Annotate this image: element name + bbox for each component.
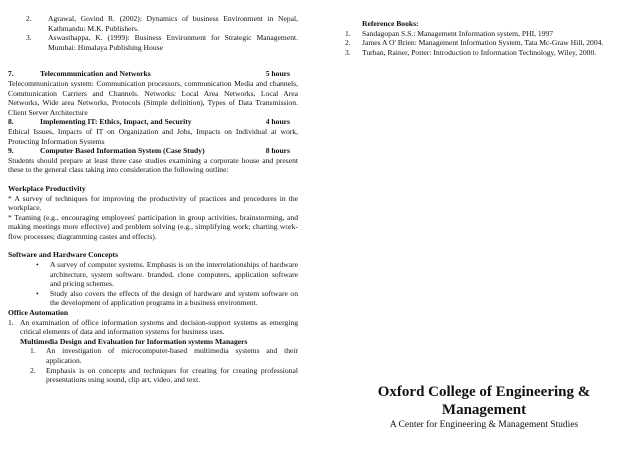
section-title: Telecommunication and Networks [40,69,151,79]
section-hours: 5 hours [265,69,290,79]
section-8-heading [8,117,298,127]
reference-text: Agrawal, Govind R. (2002): Dynamics of business Environment in Nepal, Kathmandu: M.K. Publishers. [48,14,298,33]
multimedia-item-number: 1. [30,346,36,356]
college-tagline: A Center for Engineering & Management Studies [389,420,579,430]
section-number: 9. [8,146,14,156]
section-number: 7. [8,69,14,79]
reference-item [345,38,630,48]
multimedia-item-number: 2. [30,365,36,375]
multimedia-item [30,346,298,365]
reference-text: Turban, Rainer, Potter: Introduction to Information Technology, Wiley, 2000. [362,47,597,57]
section-9-heading [8,146,298,156]
reference-text: Sandagopan S.S.: Management Information system, PHI, 1997 [362,28,554,38]
reference-item [345,48,630,58]
reference-item [345,29,630,39]
office-item [8,318,298,337]
list-item [36,289,298,308]
reference-item [26,33,298,52]
right-column [345,0,630,430]
office-item-number: 1. [8,317,14,327]
section-hours: 4 hours [265,117,290,127]
reference-books-heading: Reference Books: [362,19,419,28]
section-7-heading [8,69,298,79]
multimedia-heading: Multimedia Design and Evaluation for Information systems Managers [20,336,248,346]
reference-number: 2. [345,38,351,48]
office-heading: Office Automation [8,308,69,318]
section-7-body: Telecommunication system: Communication processors, communication Media and channels, Communication Carriers and Channels. Networks: Local Area Networks, Local Area Networks, Wide area Networks, Protocols (Simple definition), Types of Data Transmission. Client Server Architecture [8,78,298,117]
section-title: Computer Based Information System (Case Study) [40,146,205,156]
workplace-line-2: * Teaming (e.g., encouraging employees' participation in group activities, brainstorming, and making meetings more effective) and problem solving (e.g., simplifying work; charting work-flow processes; diagramming castes and effects). [8,212,298,241]
section-title: Implementing IT: Ethics, Impact, and Security [40,117,192,127]
workplace-heading: Workplace Productivity [8,183,86,193]
section-number: 8. [8,117,14,127]
reference-item [26,14,298,33]
list-item-text: Study also covers the effects of the design of hardware and system software on the development of application programs in a business environment. [50,288,298,308]
reference-number: 3. [345,47,351,57]
multimedia-item-text: An investigation of microcomputer-based multimedia systems and their application. [46,346,298,365]
software-heading: Software and Hardware Concepts [8,250,119,260]
multimedia-item [30,366,298,385]
section-9-body: Students should prepare at least three case studies examining a corporate house and present these to the general class taking into consideration the following outline: [8,155,298,175]
multimedia-item-text: Emphasis is on concepts and techniques for creating for creating professional presentations using sound, clip art, video, and text. [46,365,298,385]
workplace-line-1: * A survey of techniques for improving the productivity of practices and procedures in the workplace. [8,193,298,213]
list-item [36,260,298,289]
college-name: Oxford College of Engineering & Management [377,384,591,418]
reference-text: Aswasthappa, K. (1999): Business Environment for Strategic Management. Mumbai: Himalaya Publishing House [48,33,298,52]
office-item-text: An examination of office information systems and decision-support systems as emerging critical elements of data and information systems for business uses. [20,317,298,337]
reference-number: 1. [345,28,351,38]
list-item-text: A survey of computer systems. Emphasis is on the interrelationships of hardware architecture, system software. branded, clone computers, application software and pricing schemes. [50,260,298,289]
section-hours: 8 hours [265,146,290,156]
section-8-body: Ethical Issues, Impacts of IT on Organization and Jobs, Impacts on Individual at work, Protecting Information Systems [8,126,298,146]
college-branding [339,383,629,431]
bullet-icon: • [36,260,39,270]
left-column [8,0,298,385]
reference-text: James A O' Brien: Management Information System, Tata Mc-Graw Hill, 2004. [362,38,604,48]
reference-number: 2. [26,14,32,23]
reference-number: 3. [26,33,32,43]
bullet-icon: • [36,288,39,298]
